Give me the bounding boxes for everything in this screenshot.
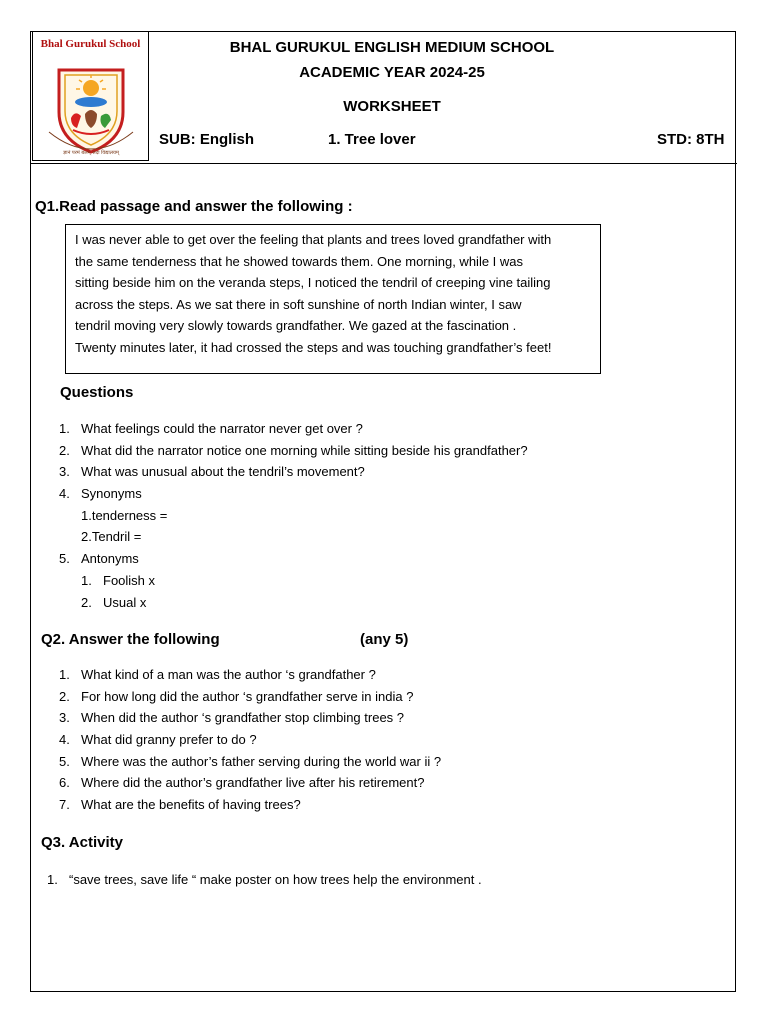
school-logo xyxy=(32,31,149,161)
passage-box xyxy=(65,224,601,374)
list-item: 1. “save trees, save life “ make poster on how trees help the environment . xyxy=(47,872,482,887)
passage-line: Twenty minutes later, it had crossed the steps and was touching grandfather’s feet! xyxy=(75,339,552,355)
list-item: 1. What kind of a man was the author ‘s grandfather ? xyxy=(59,667,376,682)
passage-line: the same tenderness that he showed towards them. One morning, while I was xyxy=(75,253,524,269)
passage-line: tendril moving very slowly towards grandfather. We gazed at the fascination . xyxy=(75,318,517,334)
questions-heading: Questions xyxy=(60,384,134,401)
list-item: 3. When did the author ‘s grandfather stop climbing trees ? xyxy=(59,710,405,726)
q3-activity-list xyxy=(47,869,482,891)
document-type: WORKSHEET xyxy=(343,98,441,115)
header-divider xyxy=(30,163,737,164)
list-item: 1. What feelings could the narrator never get over ? xyxy=(59,421,363,436)
list-item: 4. Synonyms xyxy=(59,486,142,502)
q2-heading: Q2. Answer the following xyxy=(41,631,220,648)
list-item: 7. What are the benefits of having trees? xyxy=(59,797,301,813)
passage-line: I was never able to get over the feeling that plants and trees loved grandfather with xyxy=(75,232,552,247)
chapter-title: 1. Tree lover xyxy=(328,131,416,148)
subject-label: SUB: English xyxy=(159,131,255,148)
q1-heading: Q1.Read passage and answer the following : xyxy=(35,198,353,215)
standard-label: STD: 8TH xyxy=(657,131,725,148)
logo-text: Bhal Gurukul School xyxy=(40,38,141,50)
q2-question-list xyxy=(59,664,441,816)
list-item: 4. What did granny prefer to do ? xyxy=(59,732,257,748)
list-item: 5. Where was the author’s father serving during the world war ii ? xyxy=(59,753,442,769)
academic-year: ACADEMIC YEAR 2024-25 xyxy=(299,64,485,81)
list-item: 2. For how long did the author ‘s grandfather serve in india ? xyxy=(59,688,414,704)
q2-note: (any 5) xyxy=(360,631,409,648)
list-item: 2.Tendril = xyxy=(81,529,142,545)
passage-line: across the steps. As we sat there in soft sunshine of north Indian winter, I saw xyxy=(75,296,522,312)
list-item: 1.tenderness = xyxy=(81,507,168,523)
q1-question-list xyxy=(59,418,528,613)
school-name: BHAL GURUKUL ENGLISH MEDIUM SCHOOL xyxy=(229,39,555,56)
list-item: 2. Usual x xyxy=(81,594,147,610)
list-item: 1. Foolish x xyxy=(81,572,156,588)
school-crest-icon xyxy=(41,62,141,158)
list-item: 2. What did the narrator notice one morning while sitting beside his grandfather? xyxy=(59,442,528,458)
list-item: 5. Antonyms xyxy=(59,551,139,567)
passage-line: sitting beside him on the veranda steps, I noticed the tendril of creeping vine tailing xyxy=(75,275,551,291)
list-item: 6. Where did the author’s grandfather live after his retirement? xyxy=(59,775,425,791)
list-item: 3. What was unusual about the tendril’s movement? xyxy=(59,464,365,480)
logo-motto: ज्ञानं परमं बलम् सदा विद्यालयम् xyxy=(63,150,119,156)
q3-heading: Q3. Activity xyxy=(41,834,123,851)
